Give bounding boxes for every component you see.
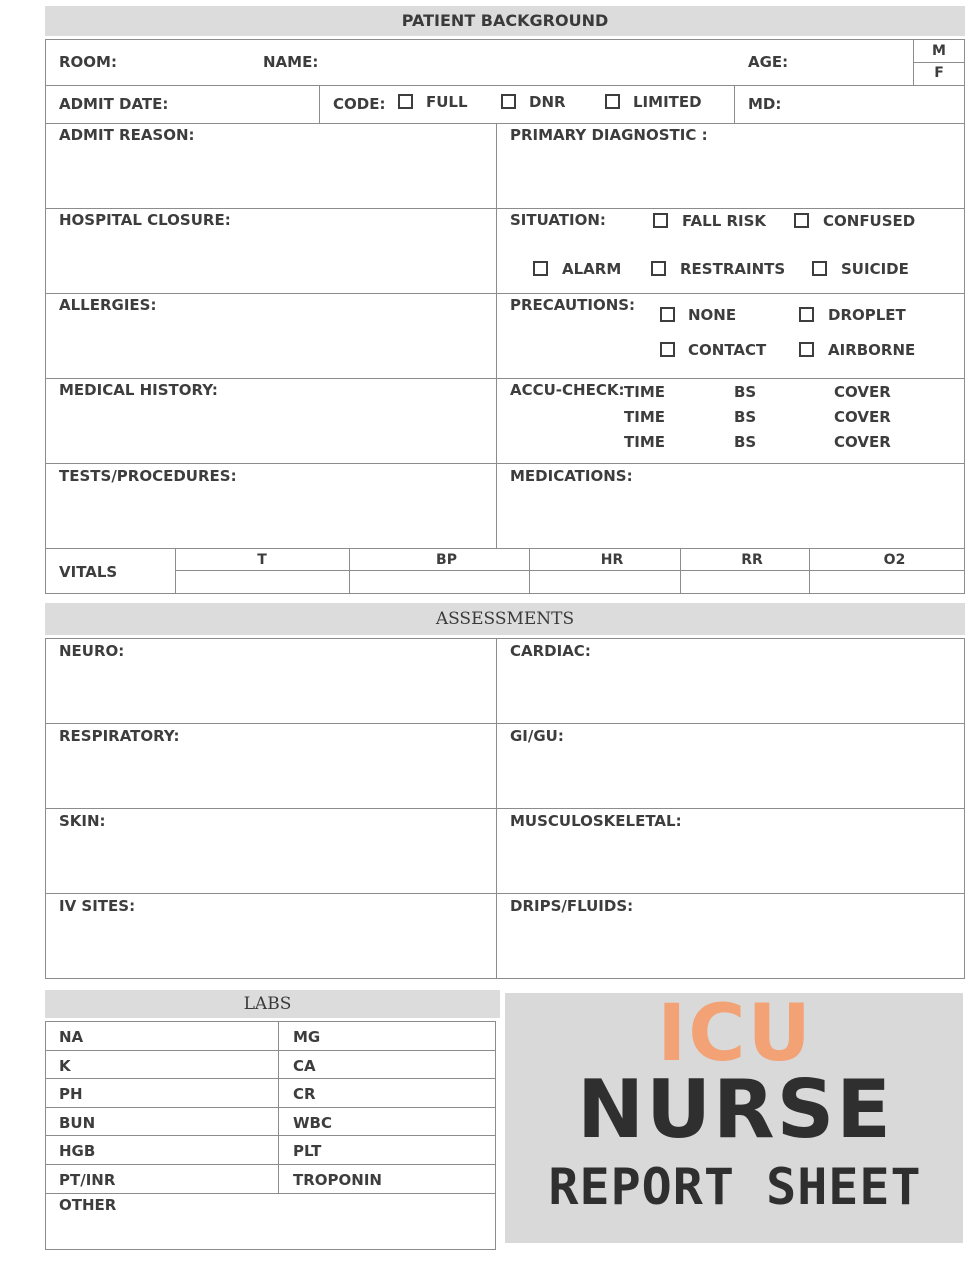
cardiac-label: CARDIAC: bbox=[510, 642, 591, 660]
contact-label: CONTACT bbox=[688, 341, 767, 359]
restraints-label: RESTRAINTS bbox=[680, 260, 786, 278]
accu-time-1: TIME bbox=[624, 383, 665, 401]
code-dnr-checkbox[interactable] bbox=[501, 94, 516, 109]
vitals-col-bp: BP bbox=[436, 552, 457, 568]
fall-risk-label: FALL RISK bbox=[682, 212, 767, 230]
patient-background-title: PATIENT BACKGROUND bbox=[401, 11, 609, 30]
lab-other: OTHER bbox=[59, 1196, 117, 1214]
droplet-label: DROPLET bbox=[828, 306, 906, 324]
accu-time-3: TIME bbox=[624, 433, 665, 451]
vitals-col-t: T bbox=[257, 552, 267, 568]
accu-check-label: ACCU-CHECK: bbox=[510, 381, 625, 399]
cover-title-icu: ICU bbox=[657, 989, 813, 1079]
assessments-title: ASSESSMENTS bbox=[435, 609, 575, 629]
confused-checkbox[interactable] bbox=[794, 213, 809, 228]
name-label: NAME: bbox=[263, 53, 319, 71]
airborne-checkbox[interactable] bbox=[799, 342, 814, 357]
suicide-checkbox[interactable] bbox=[812, 261, 827, 276]
lab-plt: PLT bbox=[293, 1142, 322, 1160]
accu-bs-3: BS bbox=[734, 433, 757, 451]
room-label: ROOM: bbox=[59, 53, 117, 71]
sex-m-option[interactable]: M bbox=[932, 43, 946, 59]
cover-title-nurse: NURSE bbox=[577, 1063, 893, 1156]
tests-procedures-label: TESTS/PROCEDURES: bbox=[59, 467, 237, 485]
assessments-header bbox=[45, 603, 965, 635]
accu-cover-1: COVER bbox=[834, 383, 891, 401]
vitals-t-field[interactable] bbox=[176, 571, 349, 593]
lab-troponin: TROPONIN bbox=[293, 1171, 382, 1189]
drips-fluids-label: DRIPS/FLUIDS: bbox=[510, 897, 634, 915]
lab-bun: BUN bbox=[59, 1114, 96, 1132]
lab-na: NA bbox=[59, 1028, 84, 1046]
confused-label: CONFUSED bbox=[823, 212, 916, 230]
code-label: CODE: bbox=[333, 95, 386, 113]
patient-background-header bbox=[45, 6, 965, 36]
cover-title-panel bbox=[505, 989, 963, 1243]
vitals-rr-field[interactable] bbox=[681, 571, 809, 593]
admit-date-label: ADMIT DATE: bbox=[59, 95, 169, 113]
age-label: AGE: bbox=[748, 53, 789, 71]
vitals-hr-field[interactable] bbox=[530, 571, 680, 593]
labs-header bbox=[45, 990, 500, 1018]
accu-bs-2: BS bbox=[734, 408, 757, 426]
code-limited-checkbox[interactable] bbox=[605, 94, 620, 109]
accu-cover-3: COVER bbox=[834, 433, 891, 451]
hospital-closure-label: HOSPITAL CLOSURE: bbox=[59, 211, 231, 229]
alarm-checkbox[interactable] bbox=[533, 261, 548, 276]
gi-gu-label: GI/GU: bbox=[510, 727, 564, 745]
lab-mg: MG bbox=[293, 1028, 321, 1046]
allergies-label: ALLERGIES: bbox=[59, 296, 157, 314]
alarm-label: ALARM bbox=[562, 260, 622, 278]
none-checkbox[interactable] bbox=[660, 307, 675, 322]
accu-time-2: TIME bbox=[624, 408, 665, 426]
labs-title: LABS bbox=[243, 994, 292, 1014]
primary-diagnostic-label: PRIMARY DIAGNOSTIC : bbox=[510, 126, 708, 144]
md-label: MD: bbox=[748, 95, 782, 113]
medications-label: MEDICATIONS: bbox=[510, 467, 633, 485]
code-full-label: FULL bbox=[426, 93, 468, 111]
code-full-checkbox[interactable] bbox=[398, 94, 413, 109]
code-limited-label: LIMITED bbox=[633, 93, 702, 111]
restraints-checkbox[interactable] bbox=[651, 261, 666, 276]
sex-f-option[interactable]: F bbox=[934, 65, 944, 81]
droplet-checkbox[interactable] bbox=[799, 307, 814, 322]
skin-label: SKIN: bbox=[59, 812, 106, 830]
suicide-label: SUICIDE bbox=[841, 260, 909, 278]
precautions-label: PRECAUTIONS: bbox=[510, 296, 636, 314]
fall-risk-checkbox[interactable] bbox=[653, 213, 668, 228]
neuro-label: NEURO: bbox=[59, 642, 125, 660]
airborne-label: AIRBORNE bbox=[828, 341, 916, 359]
musculoskeletal-label: MUSCULOSKELETAL: bbox=[510, 812, 682, 830]
respiratory-label: RESPIRATORY: bbox=[59, 727, 180, 745]
vitals-col-rr: RR bbox=[741, 552, 763, 568]
lab-ca: CA bbox=[293, 1057, 316, 1075]
cover-title-report-sheet: REPORT SHEET bbox=[548, 1158, 922, 1216]
lab-pt-inr: PT/INR bbox=[59, 1171, 116, 1189]
accu-bs-1: BS bbox=[734, 383, 757, 401]
situation-label: SITUATION: bbox=[510, 211, 606, 229]
lab-wbc: WBC bbox=[293, 1114, 332, 1132]
vitals-bp-field[interactable] bbox=[350, 571, 529, 593]
admit-reason-label: ADMIT REASON: bbox=[59, 126, 195, 144]
accu-cover-2: COVER bbox=[834, 408, 891, 426]
lab-k: K bbox=[59, 1057, 71, 1075]
vitals-col-o2: O2 bbox=[883, 552, 906, 568]
vitals-o2-field[interactable] bbox=[810, 571, 964, 593]
code-dnr-label: DNR bbox=[529, 93, 566, 111]
iv-sites-label: IV SITES: bbox=[59, 897, 136, 915]
contact-checkbox[interactable] bbox=[660, 342, 675, 357]
medical-history-label: MEDICAL HISTORY: bbox=[59, 381, 218, 399]
vitals-col-hr: HR bbox=[600, 552, 624, 568]
lab-cr: CR bbox=[293, 1085, 316, 1103]
vitals-label: VITALS bbox=[59, 563, 118, 581]
none-label: NONE bbox=[688, 306, 737, 324]
lab-hgb: HGB bbox=[59, 1142, 96, 1160]
lab-ph: PH bbox=[59, 1085, 83, 1103]
